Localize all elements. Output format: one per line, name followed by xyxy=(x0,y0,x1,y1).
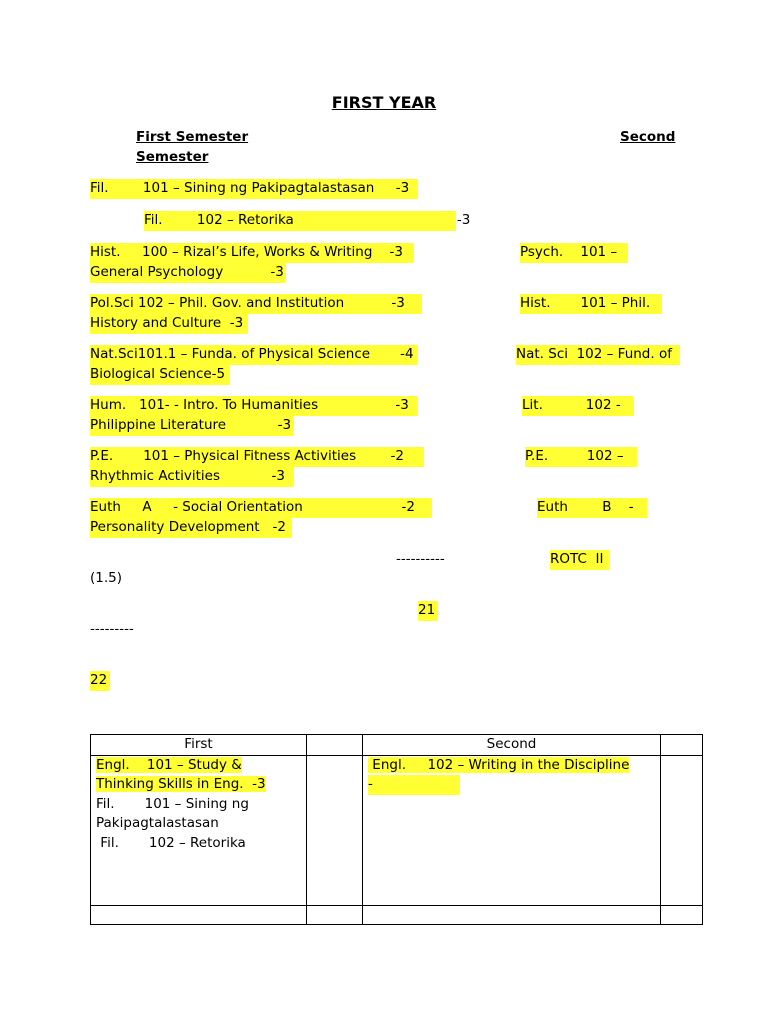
course-line-psych-101: Psych. 101 – xyxy=(520,243,628,263)
table-line: Engl. 101 – Study & xyxy=(96,756,242,773)
table-cell-empty xyxy=(307,905,363,924)
second-semester-heading-wrap: Semester xyxy=(136,149,209,165)
table-header-units-1 xyxy=(307,735,363,756)
rotc-units: (1.5) xyxy=(90,570,123,586)
course-line-pe-102: P.E. 102 – xyxy=(525,447,637,467)
page-title: FIRST YEAR xyxy=(331,93,437,112)
table-header-units-2 xyxy=(661,735,703,756)
course-line-hist-101: Hist. 101 – Phil. xyxy=(520,294,662,314)
course-line-hist-100: Hist. 100 – Rizal’s Life, Works & Writing -3 xyxy=(90,243,414,263)
table-header-first: First xyxy=(91,735,307,756)
table-cell-empty xyxy=(91,905,307,924)
table-cell-empty xyxy=(363,905,661,924)
first-semester-total: 21 xyxy=(418,601,438,621)
table-row xyxy=(91,755,703,905)
table-line: Fil. 101 – Sining ng xyxy=(96,795,249,812)
course-line-natsci-102-cont: Biological Science-5 xyxy=(90,365,230,385)
table-line: - xyxy=(368,775,460,795)
course-line-rotc-ii: ROTC II xyxy=(550,550,610,570)
table-cell-first-courses xyxy=(91,755,307,905)
course-line-natsci-101: Nat.Sci101.1 – Funda. of Physical Science -4 xyxy=(90,345,418,365)
course-line-fil-102: Fil. 102 – Retorika -3 xyxy=(144,211,456,231)
first-semester-heading: First Semester xyxy=(136,129,249,145)
second-semester-total: 22 xyxy=(90,671,110,691)
course-line-hist-101-cont: History and Culture -3 xyxy=(90,314,248,334)
course-line-euth-b: Euth B - xyxy=(537,498,647,518)
course-line-psych-101-cont: General Psychology -3 xyxy=(90,263,286,283)
table-line: Engl. 102 – Writing in the Discipline xyxy=(368,756,630,773)
course-line-euth-a: Euth A - Social Orientation -2 xyxy=(90,498,432,518)
course-line-hum-101: Hum. 101- - Intro. To Humanities -3 xyxy=(90,396,418,416)
table-cell-empty xyxy=(661,905,703,924)
course-line-euth-b-cont: Personality Development -2 xyxy=(90,518,292,538)
table-header-row xyxy=(91,735,703,756)
table-line: Pakipagtalastasan xyxy=(96,815,219,831)
course-line-lit-102: Lit. 102 - xyxy=(522,396,634,416)
course-line-lit-102-cont: Philippine Literature -3 xyxy=(90,416,294,436)
course-line-pe-102-cont: Rhythmic Activities -3 xyxy=(90,467,294,487)
table-line: Fil. 102 – Retorika xyxy=(96,834,246,851)
course-line-fil-101: Fil. 101 – Sining ng Pakipagtalastasan -3 xyxy=(90,179,418,199)
course-line-natsci-102: Nat. Sci 102 – Fund. of xyxy=(516,345,680,365)
curriculum-table xyxy=(90,734,703,925)
table-header-second: Second xyxy=(363,735,661,756)
table-line: Thinking Skills in Eng. -3 xyxy=(96,776,266,792)
table-cell-second-courses xyxy=(363,755,661,905)
table-cell-units-1 xyxy=(307,755,363,905)
dash-separator: ---------- xyxy=(396,551,445,567)
course-line-pe-101: P.E. 101 – Physical Fitness Activities -2 xyxy=(90,447,424,467)
table-cell-units-2 xyxy=(661,755,703,905)
course-line-polsci-102: Pol.Sci 102 – Phil. Gov. and Institution -3 xyxy=(90,294,422,314)
dash-separator-2: --------- xyxy=(90,621,134,637)
second-semester-heading: Second xyxy=(620,129,676,145)
table-row xyxy=(91,905,703,924)
